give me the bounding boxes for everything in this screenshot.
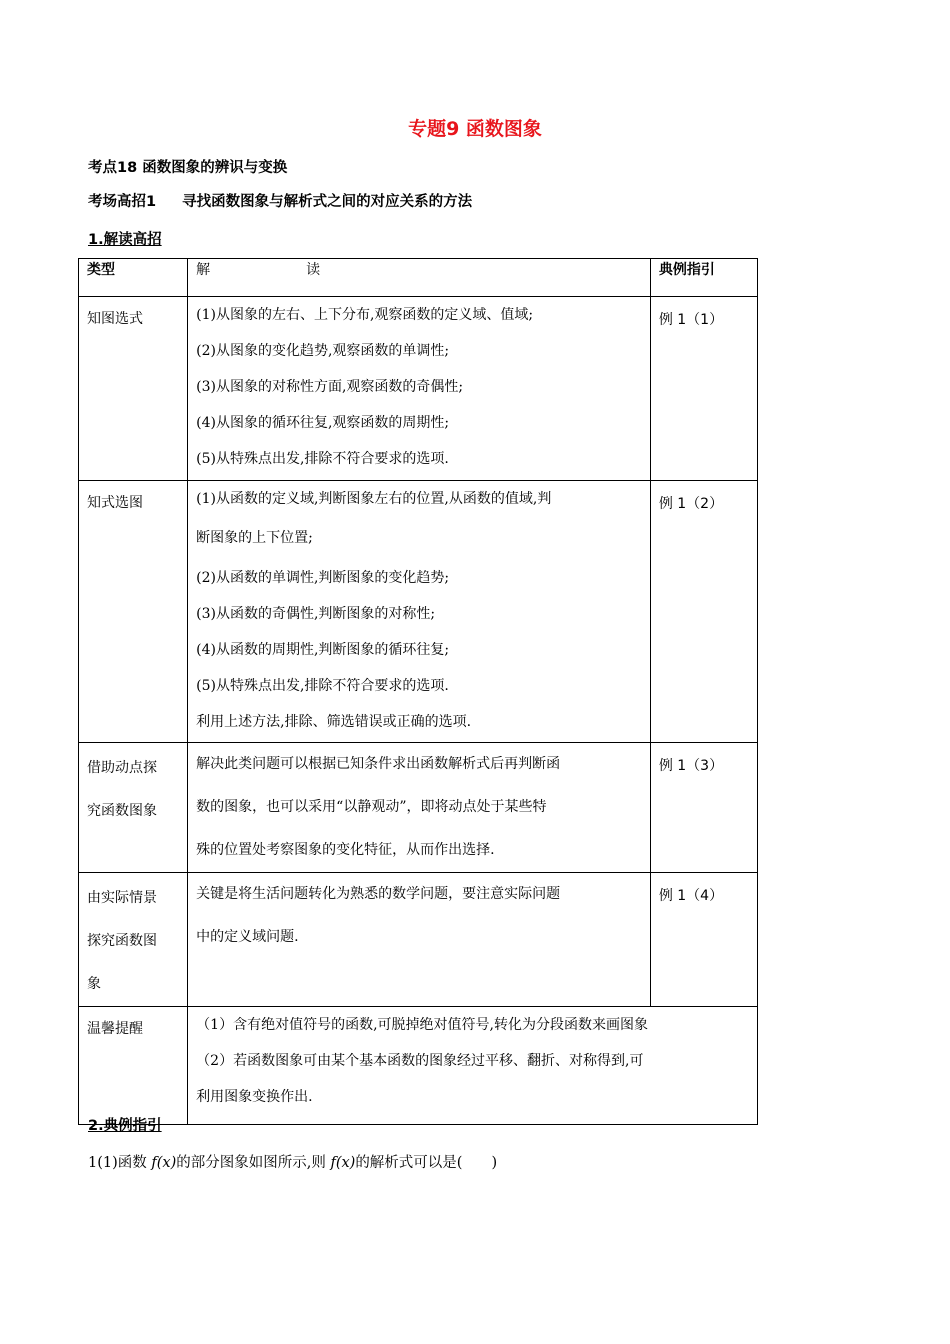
tip-type: 温馨提醒 — [79, 1007, 188, 1125]
table-row — [79, 297, 758, 481]
method-label: 考场高招1 — [88, 194, 157, 210]
row-content: 解决此类问题可以根据已知条件求出函数解析式后再判断函 数的图象，也可以采用“以静观动”，即将动点处于某些特 殊的位置处考察图象的变化特征，从而作出选择. — [188, 743, 651, 873]
table-row — [79, 743, 758, 873]
method-text: 寻找函数图象与解析式之间的对应关系的方法 — [182, 194, 473, 210]
row-type: 知式选图 — [79, 481, 188, 743]
function-expr: f(x) — [151, 1155, 177, 1171]
row-example-ref: 例 1（1） — [650, 297, 757, 481]
table-tip-row — [79, 1007, 758, 1125]
tip-content: （1）含有绝对值符号的函数,可脱掉绝对值符号,转化为分段函数来画图象 （2）若函数图象可由某个基本函数的图象经过平移、翻折、对称得到,可 利用图象变换作出. — [188, 1007, 758, 1125]
row-type: 知图选式 — [79, 297, 188, 481]
method-table — [78, 258, 758, 1125]
row-example-ref: 例 1（2） — [650, 481, 757, 743]
row-example-ref: 例 1（4） — [650, 873, 757, 1007]
section-heading-2: 2.典例指引 — [88, 1118, 162, 1134]
row-type: 借助动点探 究函数图象 — [79, 743, 188, 873]
question-text: 1(1)函数 f(x)的部分图象如图所示,则 f(x)的解析式可以是( ) — [88, 1155, 498, 1171]
header-type: 类型 — [79, 259, 188, 297]
row-example-ref: 例 1（3） — [650, 743, 757, 873]
method-heading — [88, 190, 472, 211]
section-heading-1: 1.解读高招 — [88, 232, 162, 248]
header-interpretation: 解 读 — [188, 259, 651, 297]
row-content: 关键是将生活问题转化为熟悉的数学问题，要注意实际问题 中的定义域问题. — [188, 873, 651, 1007]
row-content: (1)从图象的左右、上下分布,观察函数的定义域、值域; (2)从图象的变化趋势,观察函数的单调性; (3)从图象的对称性方面,观察函数的奇偶性; (4)从图象的循环往复,观察函数的周期性; (5)从特殊点出发,排除不符合要求的选项. — [188, 297, 651, 481]
row-type: 由实际情景 探究函数图 象 — [79, 873, 188, 1007]
table-row — [79, 873, 758, 1007]
table-header-row — [79, 259, 758, 297]
row-content: (1)从函数的定义域,判断图象左右的位置,从函数的值域,判 断图象的上下位置; (2)从函数的单调性,判断图象的变化趋势; (3)从函数的奇偶性,判断图象的对称性; (4)从函数的周期性,判断图象的循环往复; (5)从特殊点出发,排除不符合要求的选项. 利用上述方法,排除、筛选错误或正确的选项. — [188, 481, 651, 743]
header-example: 典例指引 — [650, 259, 757, 297]
page-title: 专题9 函数图象 — [408, 118, 542, 140]
table-row — [79, 481, 758, 743]
function-expr: f(x) — [330, 1155, 356, 1171]
topic-heading: 考点18 函数图象的辨识与变换 — [88, 160, 288, 176]
